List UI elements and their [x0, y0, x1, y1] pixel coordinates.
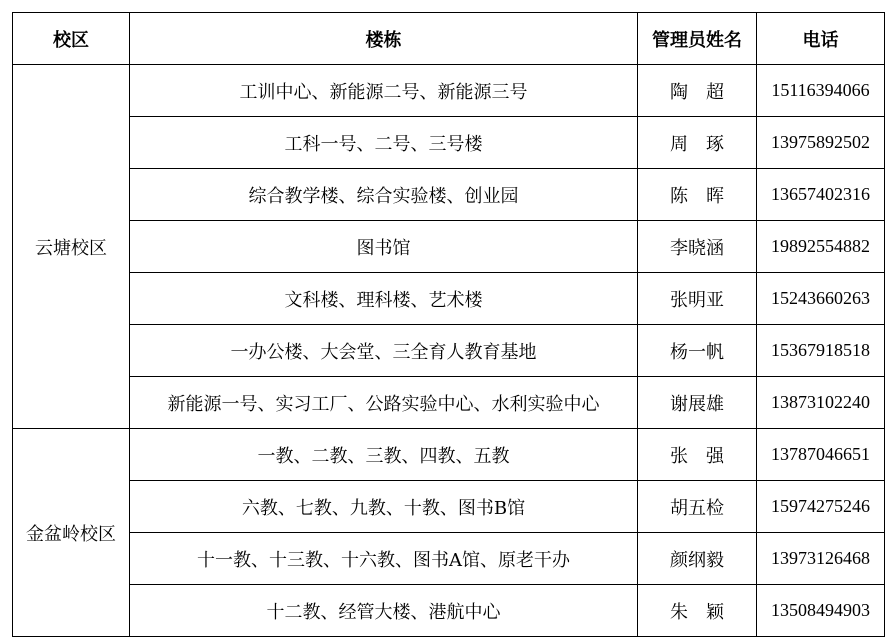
header-building: 楼栋	[130, 13, 638, 65]
building-cell: 一教、二教、三教、四教、五教	[130, 429, 638, 481]
manager-cell: 杨一帆	[638, 325, 757, 377]
phone-cell: 13873102240	[757, 377, 885, 429]
table-row	[13, 377, 885, 429]
building-manager-table	[12, 12, 885, 637]
phone-cell: 19892554882	[757, 221, 885, 273]
manager-cell: 陶 超	[638, 65, 757, 117]
table-row	[13, 117, 885, 169]
table-row	[13, 481, 885, 533]
manager-cell: 胡五检	[638, 481, 757, 533]
building-cell: 十二教、经管大楼、港航中心	[130, 585, 638, 637]
manager-cell: 颜纲毅	[638, 533, 757, 585]
table-row	[13, 65, 885, 117]
phone-cell: 13973126468	[757, 533, 885, 585]
manager-cell: 周 琢	[638, 117, 757, 169]
building-cell: 综合教学楼、综合实验楼、创业园	[130, 169, 638, 221]
table-row	[13, 325, 885, 377]
manager-cell: 谢展雄	[638, 377, 757, 429]
building-cell: 文科楼、理科楼、艺术楼	[130, 273, 638, 325]
table-row	[13, 169, 885, 221]
building-cell: 工训中心、新能源二号、新能源三号	[130, 65, 638, 117]
header-phone: 电话	[757, 13, 885, 65]
building-cell: 一办公楼、大会堂、三全育人教育基地	[130, 325, 638, 377]
manager-cell: 张明亚	[638, 273, 757, 325]
phone-cell: 13657402316	[757, 169, 885, 221]
phone-cell: 15974275246	[757, 481, 885, 533]
manager-cell: 李晓涵	[638, 221, 757, 273]
building-cell: 图书馆	[130, 221, 638, 273]
campus-cell: 金盆岭校区	[13, 429, 130, 637]
header-row	[13, 13, 885, 65]
header-campus: 校区	[13, 13, 130, 65]
header-manager: 管理员姓名	[638, 13, 757, 65]
manager-cell: 张 强	[638, 429, 757, 481]
phone-cell: 13787046651	[757, 429, 885, 481]
building-cell: 十一教、十三教、十六教、图书A馆、原老干办	[130, 533, 638, 585]
building-cell: 六教、七教、九教、十教、图书B馆	[130, 481, 638, 533]
phone-cell: 13508494903	[757, 585, 885, 637]
table-row	[13, 533, 885, 585]
table-row	[13, 273, 885, 325]
building-cell: 新能源一号、实习工厂、公路实验中心、水利实验中心	[130, 377, 638, 429]
table-row	[13, 429, 885, 481]
table-row	[13, 585, 885, 637]
phone-cell: 15243660263	[757, 273, 885, 325]
table-row	[13, 221, 885, 273]
manager-cell: 陈 晖	[638, 169, 757, 221]
phone-cell: 13975892502	[757, 117, 885, 169]
manager-cell: 朱 颖	[638, 585, 757, 637]
phone-cell: 15116394066	[757, 65, 885, 117]
building-cell: 工科一号、二号、三号楼	[130, 117, 638, 169]
phone-cell: 15367918518	[757, 325, 885, 377]
campus-cell: 云塘校区	[13, 65, 130, 429]
